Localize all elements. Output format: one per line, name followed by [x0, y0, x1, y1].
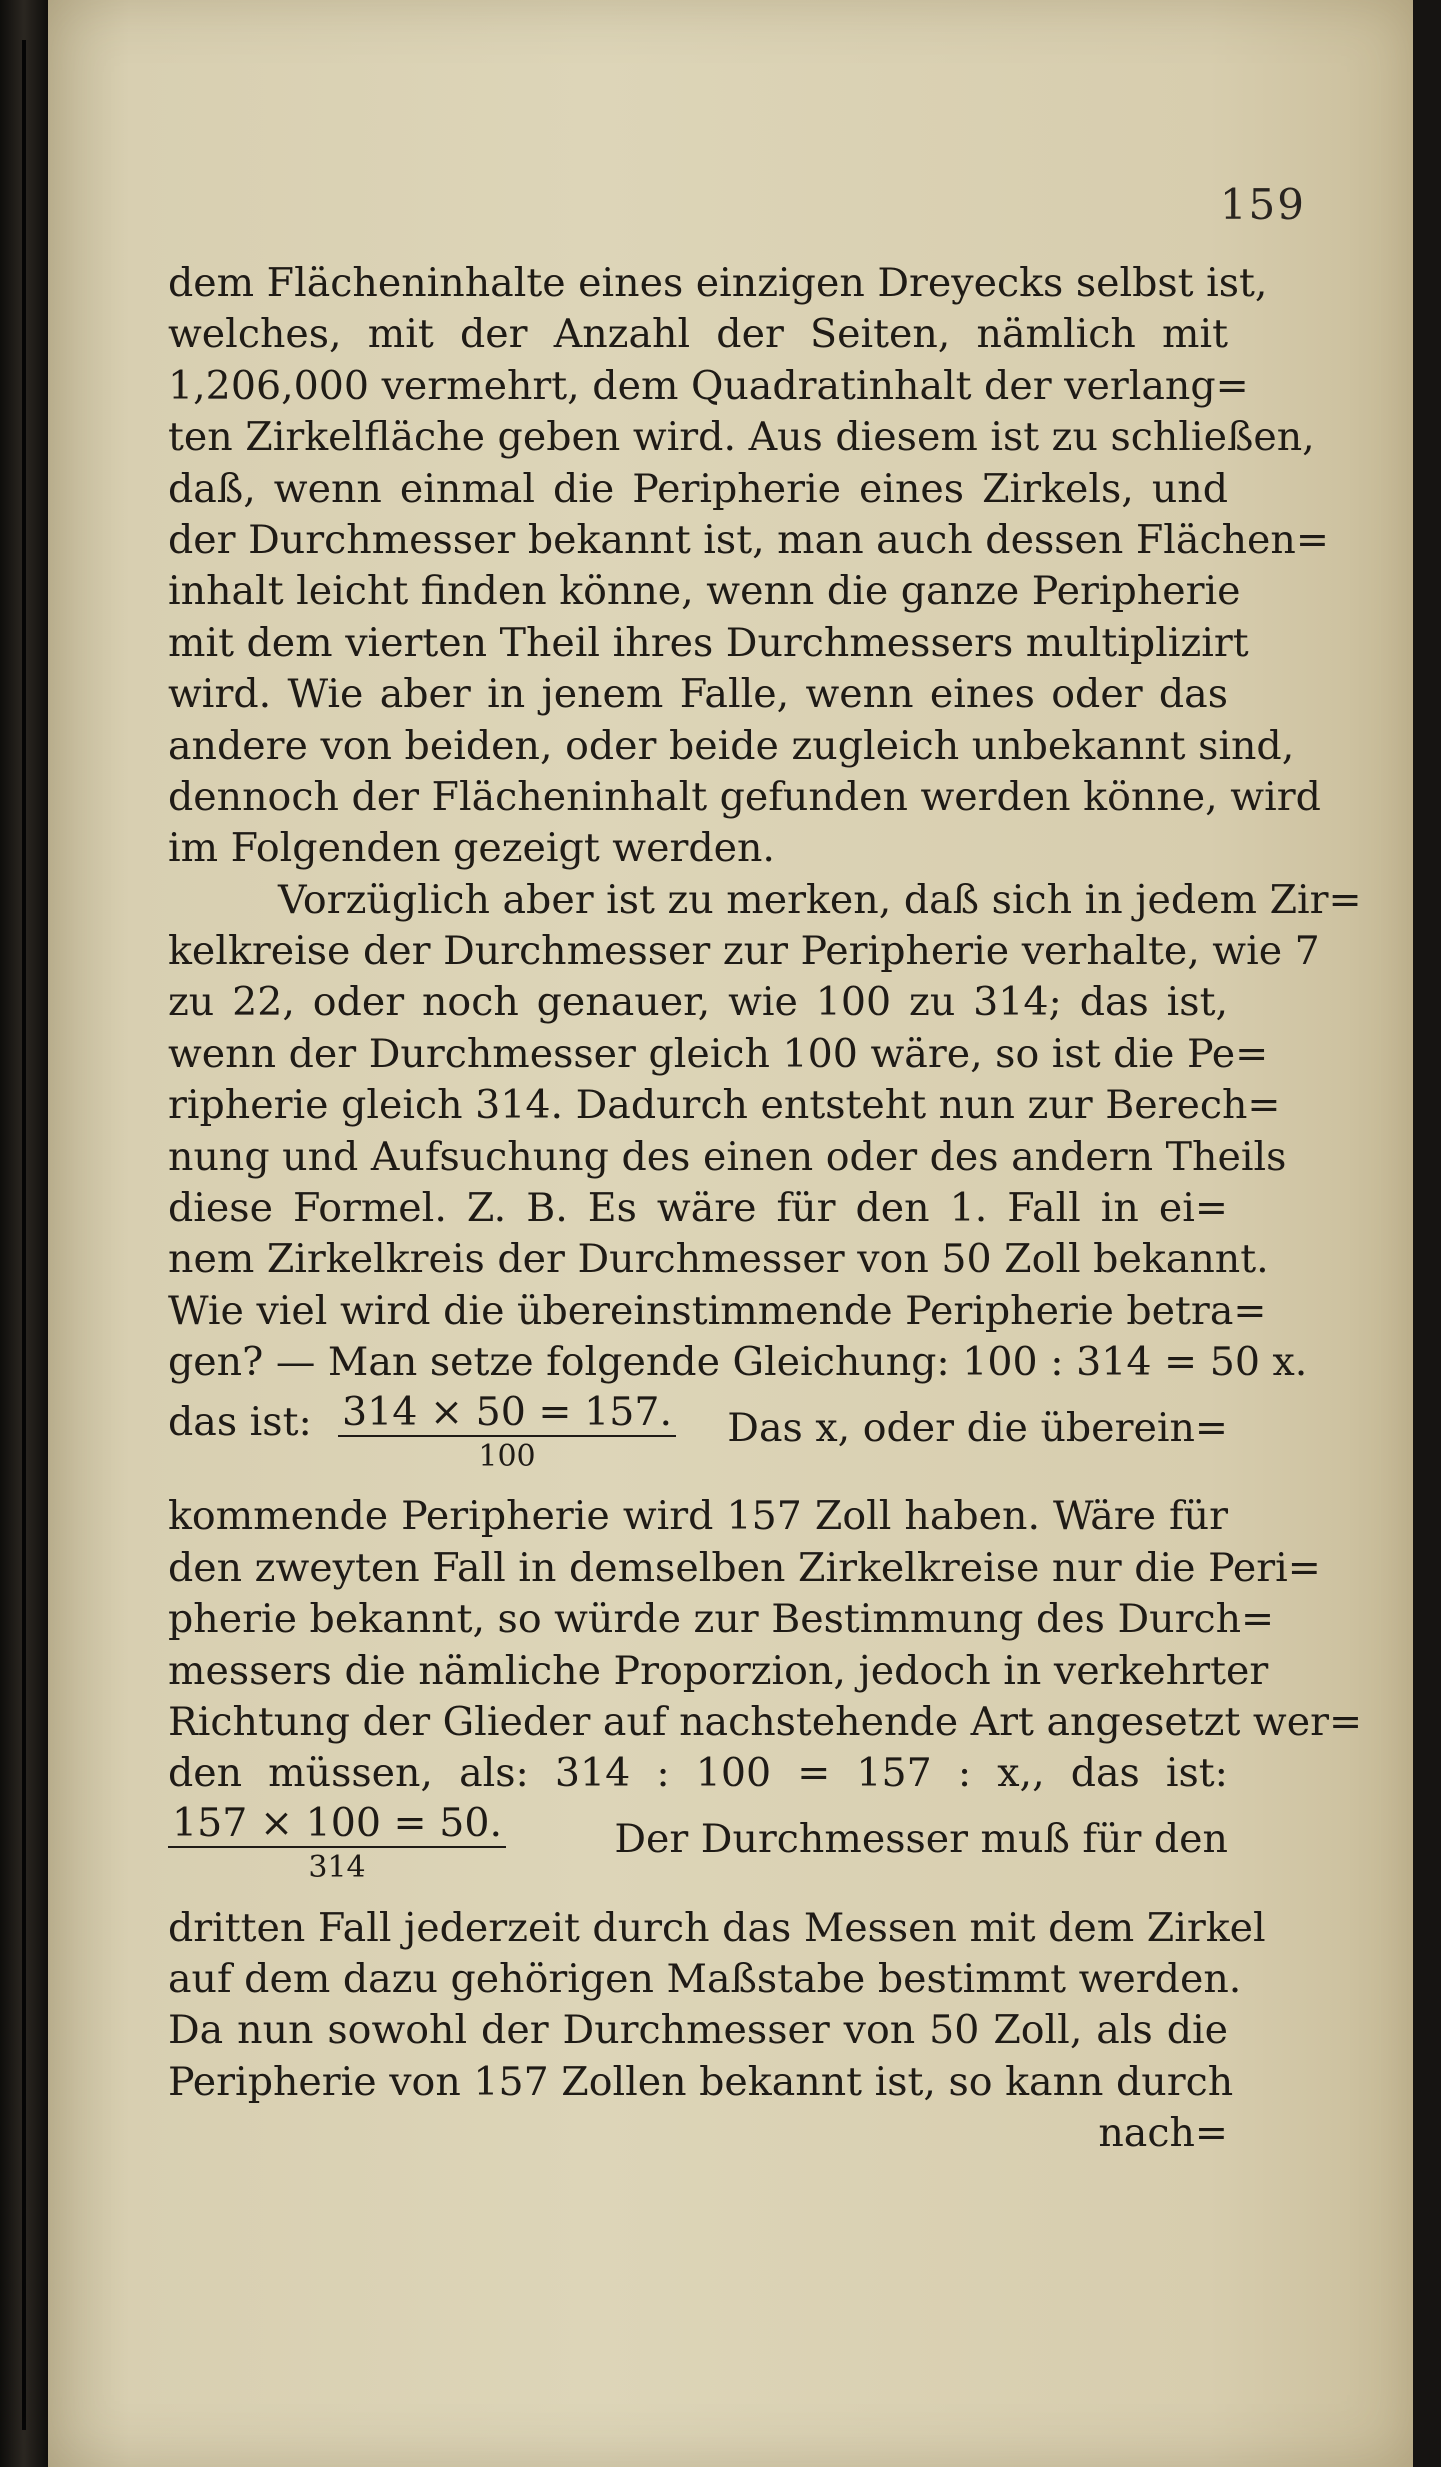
text-line: daß, wenn einmal die Peripherie eines Zirkels, und: [168, 465, 1228, 512]
text-line: auf dem dazu gehörigen Maßstabe bestimmt werden.: [168, 1955, 1242, 2002]
formula-lead-text: das ist:: [168, 1398, 312, 1445]
fraction-numerator: 157 × 100 = 50.: [168, 1800, 506, 1848]
text-line-paragraph-end: im Folgenden gezeigt werden.: [168, 825, 775, 872]
text-line: nem Zirkelkreis der Durchmesser von 50 Zoll bekannt.: [168, 1236, 1269, 1283]
text-line: ten Zirkelfläche geben wird. Aus diesem ist zu schließen,: [168, 414, 1315, 461]
text-line: inhalt leicht finden könne, wenn die ganze Peripherie: [168, 568, 1241, 615]
fraction-formula: [168, 1800, 506, 1888]
fraction-denominator: 314: [308, 1849, 366, 1885]
spine-edge-line: [22, 40, 26, 2430]
text-line: Richtung der Glieder auf nachstehende Art angesetzt wer=: [168, 1698, 1363, 1745]
formula-tail-text: Das x, oder die überein=: [727, 1404, 1228, 1451]
text-line: mit dem vierten Theil ihres Durchmessers multiplizirt: [168, 619, 1249, 666]
text-line: Peripherie von 157 Zollen bekannt ist, so kann durch: [168, 2058, 1234, 2105]
paper-page: [48, 0, 1413, 2467]
text-line: der Durchmesser bekannt ist, man auch dessen Flächen=: [168, 516, 1329, 563]
text-line: pherie bekannt, so würde zur Bestimmung des Durch=: [168, 1596, 1275, 1643]
formula-row-2: [168, 1800, 1228, 1903]
text-line: den zweyten Fall in demselben Zirkelkreise nur die Peri=: [168, 1544, 1321, 1591]
text-line-paragraph-start: Vorzüglich aber ist zu merken, daß sich in jedem Zir=: [278, 876, 1362, 923]
text-line: kommende Peripherie wird 157 Zoll haben. Wäre für: [168, 1493, 1228, 1540]
fraction-formula: [338, 1389, 676, 1477]
text-line: Da nun sowohl der Durchmesser von 50 Zoll, als die: [168, 2007, 1228, 2054]
text-line: diese Formel. Z. B. Es wäre für den 1. Fall in ei=: [168, 1185, 1228, 1232]
text-line: andere von beiden, oder beide zugleich unbekannt sind,: [168, 722, 1295, 769]
text-line: wird. Wie aber in jenem Falle, wenn eines oder das: [168, 671, 1228, 718]
text-line: dennoch der Flächeninhalt gefunden werden könne, wird: [168, 773, 1321, 820]
text-line: Wie viel wird die übereinstimmende Peripherie betra=: [168, 1287, 1267, 1334]
text-line: nung und Aufsuchung des einen oder des andern Theils: [168, 1133, 1287, 1180]
text-line: den müssen, als: 314 : 100 = 157 : x,, das ist:: [168, 1750, 1228, 1797]
text-line: dritten Fall jederzeit durch das Messen mit dem Zirkel: [168, 1904, 1266, 1951]
catchword: nach=: [1098, 2110, 1228, 2157]
fraction-numerator: 314 × 50 = 157.: [338, 1389, 676, 1437]
text-line: welches, mit der Anzahl der Seiten, nämlich mit: [168, 311, 1228, 358]
fraction-denominator: 100: [478, 1438, 536, 1474]
text-line: wenn der Durchmesser gleich 100 wäre, so ist die Pe=: [168, 1030, 1269, 1077]
body-text: [168, 258, 1363, 2159]
text-line: dem Flächeninhalte eines einzigen Dreyecks selbst ist,: [168, 260, 1268, 306]
page-right-edge: [1413, 0, 1441, 2467]
formula-tail-text: Der Durchmesser muß für den: [614, 1815, 1228, 1862]
text-line: gen? — Man setze folgende Gleichung: 100 : 314 = 50 x.: [168, 1339, 1308, 1386]
text-line: kelkreise der Durchmesser zur Peripherie verhalte, wie 7: [168, 928, 1320, 975]
text-line: 1,206,000 vermehrt, dem Quadratinhalt der verlang=: [168, 362, 1249, 409]
page-number: 159: [1219, 180, 1306, 229]
text-line: ripherie gleich 314. Dadurch entsteht nun zur Berech=: [168, 1082, 1281, 1129]
book-spine: [0, 0, 48, 2467]
text-line: zu 22, oder noch genauer, wie 100 zu 314; das ist,: [168, 979, 1228, 1026]
formula-row-1: [168, 1389, 1228, 1492]
text-line: messers die nämliche Proporzion, jedoch in verkehrter: [168, 1647, 1269, 1694]
